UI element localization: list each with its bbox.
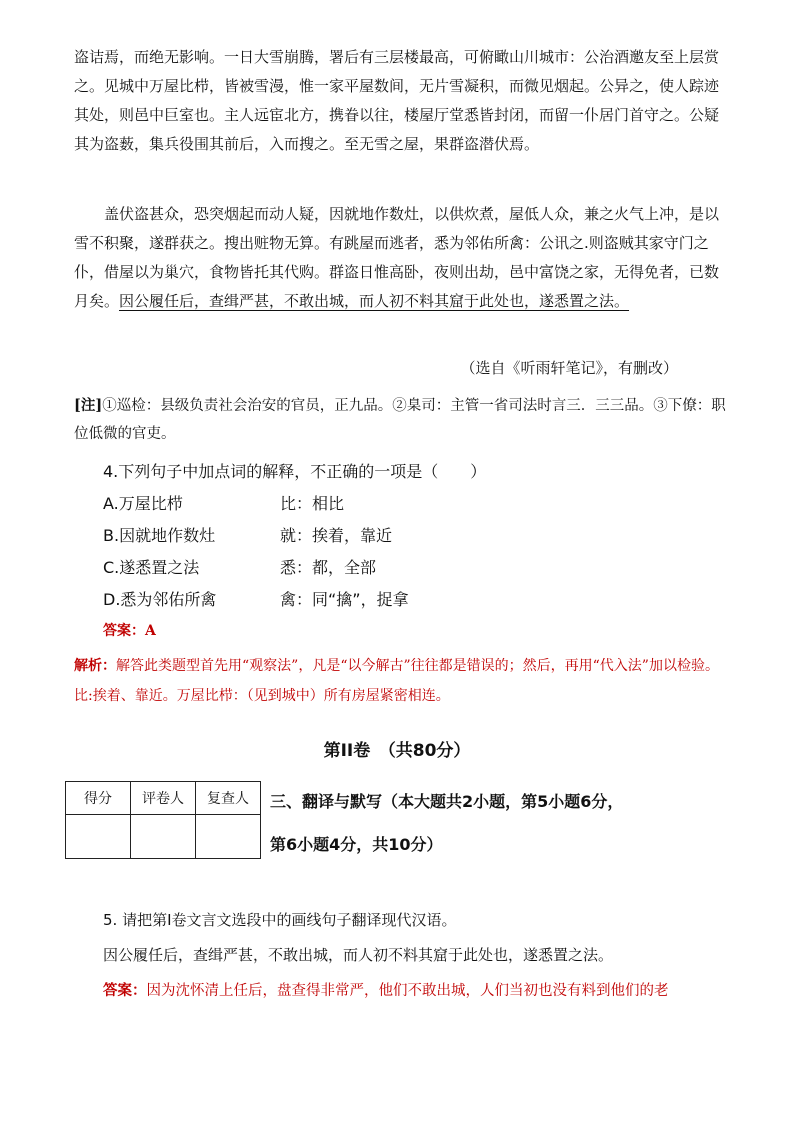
analysis-text: 解答此类题型首先用“观察法”，凡是“以今解古”往往都是错误的；然后，再用“代入法”加以检验。比:挨着、靠近。万屋比栉：（见到城中）所有房屋紧密相连。 bbox=[74, 658, 719, 704]
option-d bbox=[103, 587, 409, 610]
part-2-title: 第II卷 （共80分） bbox=[323, 741, 471, 761]
option-b-text: B.因就地作数灶 bbox=[103, 526, 216, 545]
option-a-gloss: 比：相比 bbox=[280, 494, 345, 513]
section-3-heading bbox=[270, 780, 623, 866]
option-b bbox=[103, 523, 392, 546]
score-header-checker: 复查人 bbox=[196, 782, 261, 815]
option-d-text: D.悉为邻佑所禽 bbox=[103, 590, 217, 609]
note-text: ①巡检：县级负责社会治安的官员，正九品。②臬司：主管一省司法时言三．三三品。③下僚：职位低微的官吏。 bbox=[74, 398, 726, 442]
option-c-gloss: 悉：都，全部 bbox=[280, 558, 377, 577]
question-4-answer bbox=[103, 620, 156, 640]
answer-label: 答案： bbox=[103, 623, 145, 639]
question-5-stem: 5. 请把第I卷文言文选段中的画线句子翻译现代汉语。 bbox=[103, 911, 457, 929]
passage-paragraph-1: 盗诘焉，而绝无影响。一日大雪崩腾，署后有三层楼最高，可俯瞰山川城市：公治酒邀友至上层赏之。见城中万屋比栉，皆被雪漫，惟一家平屋数间，无片雪凝积，而微见烟起。公异之，使人踪迹其处，则邑中巨室也。主人远宦北方，携眷以往，楼屋厅堂悉皆封闭，而留一仆居门首守之。公疑其为盗薮，集兵役围其前后，入而搜之。至无雪之屋，果群盗潜伏焉。 bbox=[74, 48, 720, 153]
option-c-text: C.遂悉置之法 bbox=[103, 558, 200, 577]
option-d-gloss: 禽：同“擒”，捉拿 bbox=[280, 590, 409, 609]
question-5-sentence: 因公履任后，查缉严甚，不敢出城，而人初不料其窟于此处也，遂悉置之法。 bbox=[103, 946, 614, 964]
analysis-label: 解析： bbox=[74, 658, 116, 674]
score-cell-grader bbox=[131, 815, 196, 859]
score-cell-score bbox=[66, 815, 131, 859]
q5-answer-text: 因为沈怀清上任后，盘查得非常严，他们不敢出城，人们当初也没有料到他们的老 bbox=[146, 983, 669, 999]
answer-value: A bbox=[145, 623, 156, 639]
section-3-line-2: 第6小题4分，共10分） bbox=[270, 835, 443, 854]
passage-paragraph-2-text: 盖伏盗甚众，恐突烟起而动人疑，因就地作数灶，以供炊煮，屋低人众，兼之火气上冲，是以雪不积聚，遂群获之。搜出赃物无算。有跳屋而逃者，悉为邻佑所禽：公讯之.则盗贼其家守门之仆，借屋以为巢穴，食物皆托其代购。群盗日惟高卧，夜则出劫，邑中富饶之家，无得免者，已数月矣。 bbox=[74, 205, 720, 310]
option-a bbox=[103, 491, 344, 514]
option-a-text: A.万屋比栉 bbox=[103, 494, 183, 513]
score-header-grader: 评卷人 bbox=[131, 782, 196, 815]
option-b-gloss: 就：挨着，靠近 bbox=[280, 526, 393, 545]
annotation-note bbox=[74, 392, 734, 448]
question-4-stem: 4.下列句子中加点词的解释，不正确的一项是（ ） bbox=[103, 462, 487, 481]
passage-paragraph-2 bbox=[74, 200, 724, 316]
option-c bbox=[103, 555, 376, 578]
score-cell-checker bbox=[196, 815, 261, 859]
passage-source: （选自《听雨轩笔记》，有删改） bbox=[460, 359, 678, 377]
note-label: [注] bbox=[74, 397, 103, 414]
question-4-analysis bbox=[74, 651, 724, 711]
q5-answer-label: 答案： bbox=[103, 982, 147, 999]
question-5-answer bbox=[103, 979, 669, 1000]
score-header-score: 得分 bbox=[66, 782, 131, 815]
underlined-sentence: 因公履任后，查缉严甚，不敢出城，而人初不料其窟于此处也，遂悉置之法。 bbox=[119, 292, 630, 310]
section-3-line-1: 三、翻译与默写（本大题共2小题，第5小题6分， bbox=[270, 792, 624, 811]
score-table bbox=[65, 781, 261, 859]
